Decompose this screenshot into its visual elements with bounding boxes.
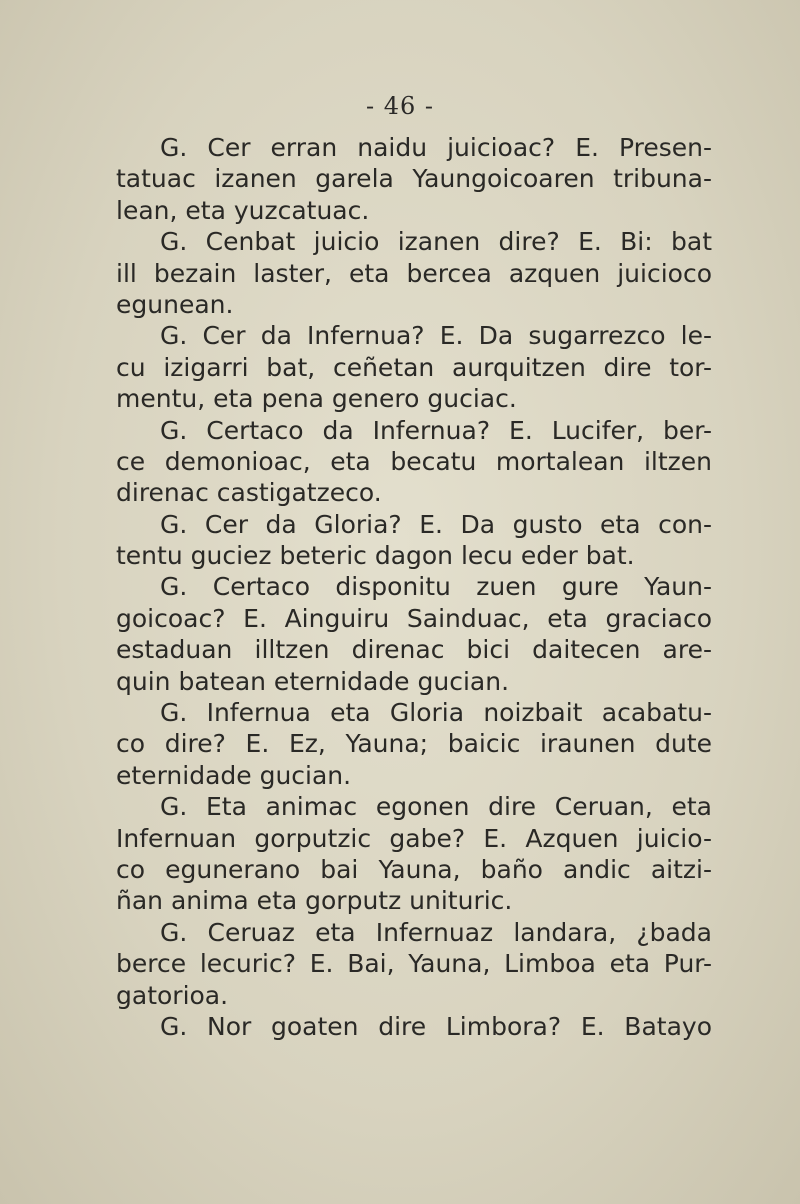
page-number: - 46 -	[365, 92, 434, 120]
text-line: ill bezain laster, eta bercea azquen juicioco	[116, 258, 712, 288]
text-line: mentu, eta pena genero guciac.	[116, 384, 517, 414]
text-line: Infernuan gorputzic gabe? E. Azquen juicio-	[116, 823, 712, 853]
text-line: gatorioa.	[116, 980, 229, 1010]
text-line: berce lecuric? E. Bai, Yauna, Limboa eta Pur-	[116, 949, 712, 979]
text-line: co egunerano bai Yauna, baño andic aitzi-	[116, 854, 712, 884]
text-line: estaduan illtzen direnac bici daitecen are-	[116, 635, 712, 665]
text-line: G. Eta animac egonen dire Ceruan, eta	[160, 792, 712, 822]
text-line: G. Nor goaten dire Limbora? E. Batayo	[160, 1011, 712, 1041]
text-line: direnac castigatzeco.	[116, 478, 382, 508]
text-line: quin batean eternidade gucian.	[116, 666, 510, 696]
text-line: G. Cer da Infernua? E. Da sugarrezco le-	[160, 321, 712, 351]
text-line: G. Cer da Gloria? E. Da gusto eta con-	[160, 509, 712, 539]
text-line: eternidade gucian.	[116, 760, 352, 790]
text-line: ñan anima eta gorputz unituric.	[116, 886, 513, 916]
text-line: G. Cenbat juicio izanen dire? E. Bi: bat	[160, 227, 712, 257]
text-block	[116, 132, 712, 1042]
text-line: lean, eta yuzcatuac.	[116, 195, 370, 225]
text-line: ce demonioac, eta becatu mortalean iltzen	[116, 446, 712, 476]
text-line: G. Infernua eta Gloria noizbait acabatu-	[160, 698, 712, 728]
text-line: cu izigarri bat, ceñetan aurquitzen dire tor-	[116, 352, 712, 382]
text-line: egunean.	[116, 289, 234, 319]
text-line: goicoac? E. Ainguiru Sainduac, eta graciaco	[116, 603, 712, 633]
text-line: tentu guciez beteric dagon lecu eder bat.	[116, 541, 635, 571]
text-line: G. Ceruaz eta Infernuaz landara, ¿bada	[160, 917, 712, 947]
text-line: G. Certaco disponitu zuen gure Yaun-	[160, 572, 712, 602]
text-line: tatuac izanen garela Yaungoicoaren tribuna-	[116, 164, 712, 194]
text-line: G. Certaco da Infernua? E. Lucifer, ber-	[160, 415, 712, 445]
text-line: G. Cer erran naidu juicioac? E. Presen-	[160, 133, 712, 162]
text-line: co dire? E. Ez, Yauna; baicic iraunen dute	[116, 729, 712, 759]
